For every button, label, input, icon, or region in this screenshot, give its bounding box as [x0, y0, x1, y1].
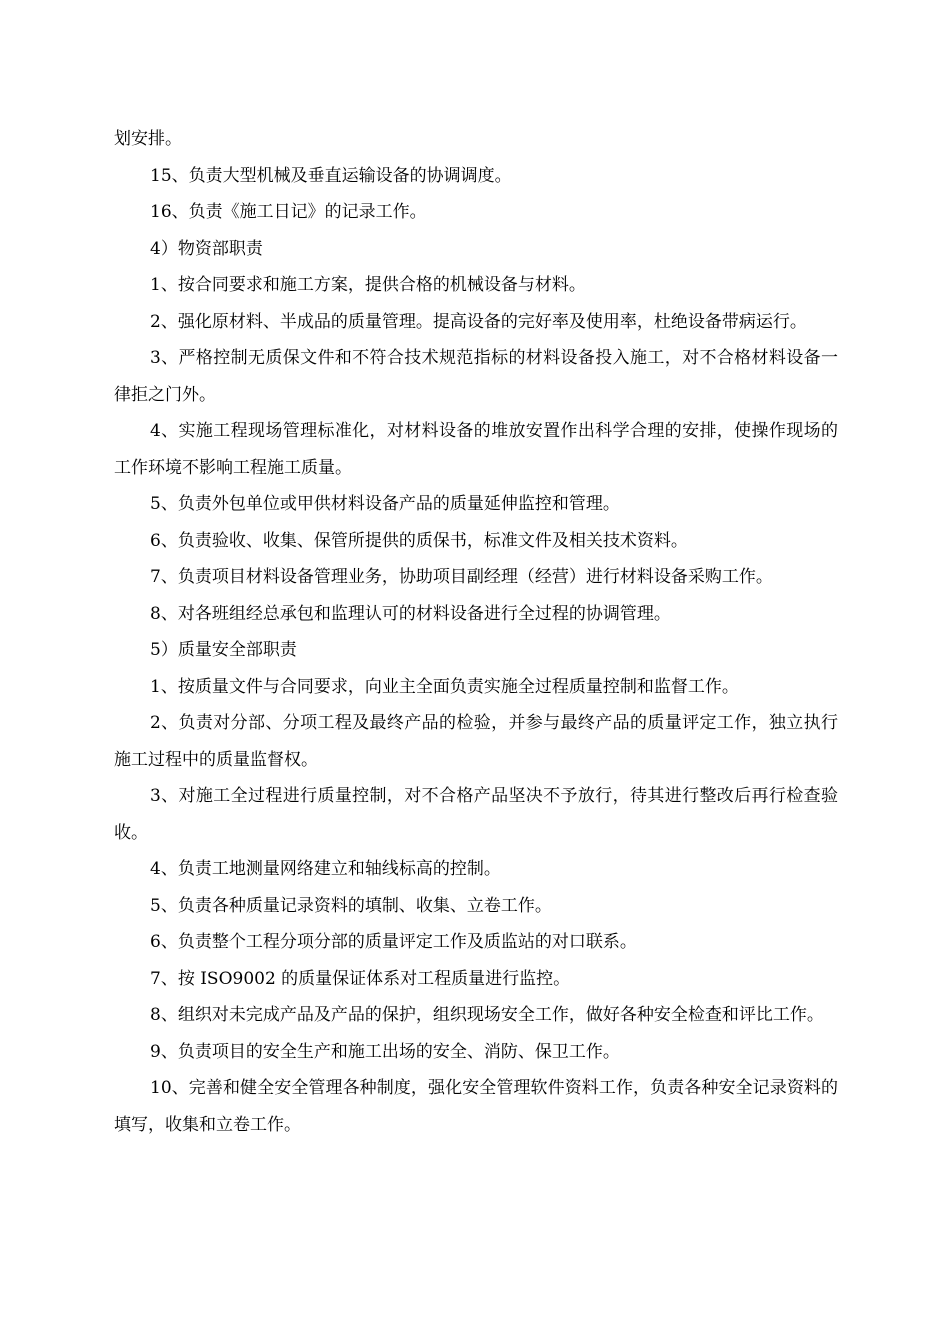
section-heading-quality-safety: 5）质量安全部职责: [150, 640, 297, 660]
paragraph-16: 4、负责工地测量网络建立和轴线标高的控制。: [150, 859, 501, 879]
paragraph-21: 9、负责项目的安全生产和施工出场的安全、消防、保卫工作。: [150, 1041, 620, 1062]
document-page: [114, 121, 838, 1143]
paragraph-15: 3、对施工全过程进行质量控制，对不合格产品坚决不予放行，待其进行整改后再行检查验收。: [114, 786, 838, 843]
paragraph-8: 5、负责外包单位或甲供材料设备产品的质量延伸监控和管理。: [150, 494, 620, 514]
section-heading-materials: 4）物资部职责: [150, 238, 263, 259]
paragraph-0: 划安排。: [114, 129, 182, 149]
paragraph-22: 10、完善和健全安全管理各种制度，强化安全管理软件资料工作，负责各种安全记录资料的填写，收集和立卷工作。: [114, 1078, 838, 1135]
paragraph-17: 5、负责各种质量记录资料的填制、收集、立卷工作。: [150, 895, 552, 916]
paragraph-1: 15、负责大型机械及垂直运输设备的协调调度。: [150, 165, 512, 186]
paragraph-2: 16、负责《施工日记》的记录工作。: [150, 202, 427, 222]
paragraph-9: 6、负责验收、收集、保管所提供的质保书，标准文件及相关技术资料。: [150, 530, 688, 551]
paragraph-13: 1、按质量文件与合同要求，向业主全面负责实施全过程质量控制和监督工作。: [150, 676, 739, 697]
paragraph-19: 7、按 ISO9002 的质量保证体系对工程质量进行监控。: [150, 968, 571, 989]
paragraph-4: 1、按合同要求和施工方案，提供合格的机械设备与材料。: [150, 275, 586, 295]
paragraph-14: 2、负责对分部、分项工程及最终产品的检验，并参与最终产品的质量评定工作，独立执行施工过程中的质量监督权。: [114, 713, 838, 770]
paragraph-18: 6、负责整个工程分项分部的质量评定工作及质监站的对口联系。: [150, 932, 637, 952]
paragraph-6: 3、严格控制无质保文件和不符合技术规范指标的材料设备投入施工，对不合格材料设备一律拒之门外。: [114, 348, 838, 405]
paragraph-10: 7、负责项目材料设备管理业务，协助项目副经理（经营）进行材料设备采购工作。: [150, 567, 773, 587]
paragraph-7: 4、实施工程现场管理标准化，对材料设备的堆放安置作出科学合理的安排，使操作现场的工作环境不影响工程施工质量。: [114, 421, 838, 478]
paragraph-11: 8、对各班组经总承包和监理认可的材料设备进行全过程的协调管理。: [150, 603, 671, 624]
paragraph-5: 2、强化原材料、半成品的质量管理。提高设备的完好率及使用率，杜绝设备带病运行。: [150, 311, 807, 332]
paragraph-20: 8、组织对未完成产品及产品的保护，组织现场安全工作，做好各种安全检查和评比工作。: [150, 1005, 824, 1025]
